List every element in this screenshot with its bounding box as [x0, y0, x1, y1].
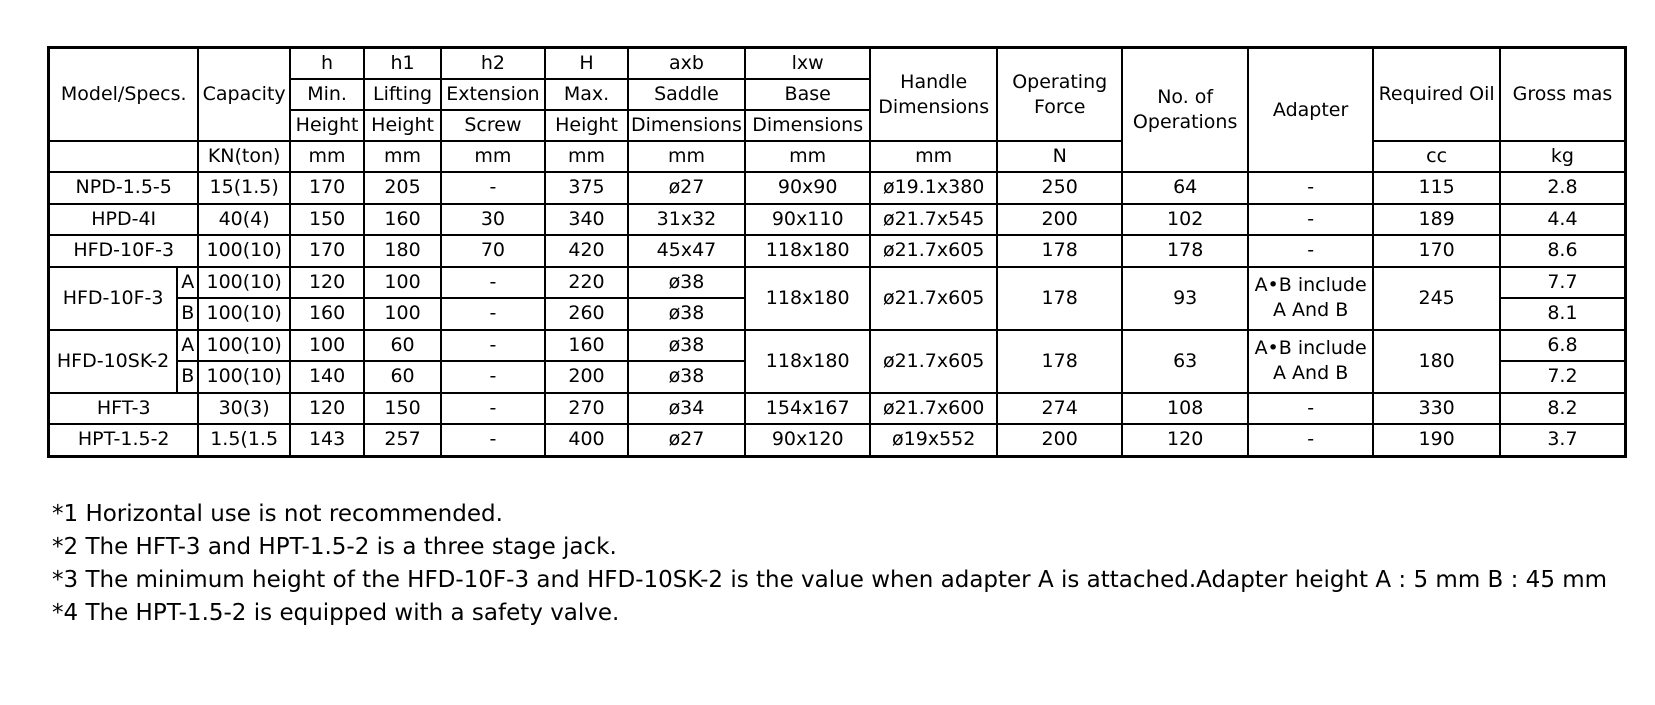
cell-axb: ø38	[628, 330, 745, 362]
cell-oil: 170	[1373, 235, 1500, 267]
table-row	[49, 235, 1626, 267]
cell-model: HFD-10F-3	[49, 235, 199, 267]
header-oil: Required Oil	[1373, 48, 1500, 142]
cell-h2: -	[441, 172, 545, 204]
header-handle	[870, 48, 997, 142]
cell-model: HFT-3	[49, 393, 199, 425]
cell-mass: 7.2	[1500, 361, 1626, 393]
cell-lxw: 118x180	[745, 330, 870, 393]
header-H-name1: Max.	[545, 79, 628, 110]
cell-h1: 257	[364, 424, 441, 456]
unit-handle: mm	[870, 141, 997, 172]
cell-force: 274	[997, 393, 1122, 425]
cell-adapter	[1248, 267, 1373, 330]
cell-model: NPD-1.5-5	[49, 172, 199, 204]
cell-axb: ø38	[628, 361, 745, 393]
cell-h: 143	[290, 424, 364, 456]
units-model-empty	[49, 141, 199, 172]
header-handle-line2: Dimensions	[878, 95, 990, 118]
cell-adapter: -	[1248, 393, 1373, 425]
cell-sub-label: B	[177, 361, 198, 393]
header-force-line2: Force	[1033, 95, 1086, 118]
cell-operations: 102	[1122, 204, 1247, 236]
cell-mass: 2.8	[1500, 172, 1626, 204]
cell-h: 140	[290, 361, 364, 393]
cell-mass: 6.8	[1500, 330, 1626, 362]
header-axb-symbol: axb	[628, 48, 745, 80]
cell-h1: 205	[364, 172, 441, 204]
cell-oil: 330	[1373, 393, 1500, 425]
cell-h2: -	[441, 393, 545, 425]
cell-axb: 45x47	[628, 235, 745, 267]
unit-force: N	[997, 141, 1122, 172]
cell-mass: 8.2	[1500, 393, 1626, 425]
header-h2-name2: Screw	[441, 110, 545, 141]
cell-adapter-line1: A•B include	[1254, 337, 1367, 359]
cell-h: 170	[290, 172, 364, 204]
cell-operations: 108	[1122, 393, 1247, 425]
header-h-name2: Height	[290, 110, 364, 141]
cell-axb: ø38	[628, 267, 745, 299]
cell-axb: 31x32	[628, 204, 745, 236]
unit-axb: mm	[628, 141, 745, 172]
cell-h: 120	[290, 393, 364, 425]
table-row	[49, 330, 1626, 362]
cell-h: 150	[290, 204, 364, 236]
cell-capacity: 100(10)	[198, 298, 289, 330]
header-capacity: Capacity	[198, 48, 289, 142]
unit-mass: kg	[1500, 141, 1626, 172]
header-lxw-name2: Dimensions	[745, 110, 870, 141]
cell-h1: 150	[364, 393, 441, 425]
cell-mass: 8.1	[1500, 298, 1626, 330]
header-lxw-symbol: lxw	[745, 48, 870, 80]
cell-oil: 245	[1373, 267, 1500, 330]
header-force	[997, 48, 1122, 142]
cell-oil: 190	[1373, 424, 1500, 456]
cell-capacity: 30(3)	[198, 393, 289, 425]
cell-H: 375	[545, 172, 628, 204]
header-h-name1: Min.	[290, 79, 364, 110]
cell-h: 120	[290, 267, 364, 299]
cell-operations: 178	[1122, 235, 1247, 267]
unit-lxw: mm	[745, 141, 870, 172]
cell-H: 420	[545, 235, 628, 267]
cell-mass: 7.7	[1500, 267, 1626, 299]
header-h-symbol: h	[290, 48, 364, 80]
cell-h2: -	[441, 267, 545, 299]
cell-handle: ø21.7x600	[870, 393, 997, 425]
cell-h2: -	[441, 424, 545, 456]
cell-h1: 60	[364, 330, 441, 362]
cell-capacity: 1.5(1.5	[198, 424, 289, 456]
cell-adapter-line2: A And B	[1273, 299, 1349, 321]
header-row-symbols	[49, 48, 1626, 80]
cell-lxw: 154x167	[745, 393, 870, 425]
cell-model: HPD-4I	[49, 204, 199, 236]
cell-adapter: -	[1248, 424, 1373, 456]
header-axb-name2: Dimensions	[628, 110, 745, 141]
header-operations	[1122, 48, 1247, 173]
unit-capacity: KN(ton)	[198, 141, 289, 172]
cell-h1: 100	[364, 298, 441, 330]
header-H-symbol: H	[545, 48, 628, 80]
cell-operations: 64	[1122, 172, 1247, 204]
unit-h: mm	[290, 141, 364, 172]
cell-lxw: 118x180	[745, 235, 870, 267]
header-h1-name2: Height	[364, 110, 441, 141]
header-operations-line2: Operations	[1132, 111, 1238, 133]
cell-adapter-line2: A And B	[1273, 362, 1349, 384]
cell-adapter: -	[1248, 204, 1373, 236]
table-row	[49, 172, 1626, 204]
cell-adapter: -	[1248, 172, 1373, 204]
cell-operations: 120	[1122, 424, 1247, 456]
cell-sub-label: B	[177, 298, 198, 330]
header-row-units	[49, 141, 1626, 172]
cell-lxw: 90x90	[745, 172, 870, 204]
cell-oil: 189	[1373, 204, 1500, 236]
cell-handle: ø19x552	[870, 424, 997, 456]
cell-axb: ø27	[628, 172, 745, 204]
cell-h: 170	[290, 235, 364, 267]
unit-H: mm	[545, 141, 628, 172]
cell-force: 178	[997, 267, 1122, 330]
cell-capacity: 100(10)	[198, 330, 289, 362]
table-row	[49, 393, 1626, 425]
cell-h2: 70	[441, 235, 545, 267]
cell-force: 200	[997, 204, 1122, 236]
cell-handle: ø21.7x545	[870, 204, 997, 236]
unit-h2: mm	[441, 141, 545, 172]
cell-h2: -	[441, 361, 545, 393]
cell-H: 340	[545, 204, 628, 236]
cell-lxw: 118x180	[745, 267, 870, 330]
header-H-name2: Height	[545, 110, 628, 141]
cell-h2: -	[441, 330, 545, 362]
table-row	[49, 204, 1626, 236]
cell-lxw: 90x110	[745, 204, 870, 236]
cell-handle: ø21.7x605	[870, 267, 997, 330]
cell-axb: ø38	[628, 298, 745, 330]
cell-mass: 4.4	[1500, 204, 1626, 236]
cell-capacity: 100(10)	[198, 267, 289, 299]
cell-h: 100	[290, 330, 364, 362]
cell-mass: 8.6	[1500, 235, 1626, 267]
cell-axb: ø34	[628, 393, 745, 425]
cell-force: 200	[997, 424, 1122, 456]
cell-lxw: 90x120	[745, 424, 870, 456]
cell-model: HPT-1.5-2	[49, 424, 199, 456]
cell-sub-label: A	[177, 267, 198, 299]
cell-force: 178	[997, 330, 1122, 393]
cell-handle: ø21.7x605	[870, 235, 997, 267]
cell-sub-label: A	[177, 330, 198, 362]
header-lxw-name1: Base	[745, 79, 870, 110]
cell-h1: 160	[364, 204, 441, 236]
cell-H: 270	[545, 393, 628, 425]
header-h2-name1: Extension	[441, 79, 545, 110]
header-axb-name1: Saddle	[628, 79, 745, 110]
cell-capacity: 15(1.5)	[198, 172, 289, 204]
cell-H: 400	[545, 424, 628, 456]
cell-model: HFD-10F-3	[49, 267, 178, 330]
cell-handle: ø19.1x380	[870, 172, 997, 204]
header-h1-name1: Lifting	[364, 79, 441, 110]
cell-adapter: -	[1248, 235, 1373, 267]
header-h2-symbol: h2	[441, 48, 545, 80]
cell-handle: ø21.7x605	[870, 330, 997, 393]
cell-adapter	[1248, 330, 1373, 393]
header-handle-line1: Handle	[900, 70, 968, 93]
cell-model: HFD-10SK-2	[49, 330, 178, 393]
cell-H: 200	[545, 361, 628, 393]
cell-axb: ø27	[628, 424, 745, 456]
cell-H: 220	[545, 267, 628, 299]
cell-h1: 60	[364, 361, 441, 393]
header-adapter: Adapter	[1248, 48, 1373, 173]
cell-h1: 100	[364, 267, 441, 299]
footnotes	[52, 498, 1607, 630]
cell-adapter-line1: A•B include	[1254, 274, 1367, 296]
table-row	[49, 424, 1626, 456]
table-row	[49, 267, 1626, 299]
header-mass: Gross mas	[1500, 48, 1626, 142]
cell-h: 160	[290, 298, 364, 330]
cell-h2: -	[441, 298, 545, 330]
cell-oil: 180	[1373, 330, 1500, 393]
header-model: Model/Specs.	[49, 48, 199, 142]
cell-force: 178	[997, 235, 1122, 267]
cell-capacity: 100(10)	[198, 361, 289, 393]
footnote-2: *2 The HFT-3 and HPT-1.5-2 is a three stage jack.	[52, 534, 617, 560]
unit-oil: cc	[1373, 141, 1500, 172]
cell-mass: 3.7	[1500, 424, 1626, 456]
header-force-line1: Operating	[1012, 70, 1108, 93]
unit-h1: mm	[364, 141, 441, 172]
footnote-1: *1 Horizontal use is not recommended.	[52, 501, 503, 527]
spec-table	[47, 46, 1627, 458]
footnote-4: *4 The HPT-1.5-2 is equipped with a safety valve.	[52, 600, 620, 626]
header-operations-line1: No. of	[1157, 86, 1214, 108]
cell-operations: 93	[1122, 267, 1247, 330]
footnote-3: *3 The minimum height of the HFD-10F-3 and HFD-10SK-2 is the value when adapter A is attached.Adapter height A : 5 mm B : 45 mm	[52, 567, 1608, 593]
cell-oil: 115	[1373, 172, 1500, 204]
cell-operations: 63	[1122, 330, 1247, 393]
header-h1-symbol: h1	[364, 48, 441, 80]
cell-capacity: 40(4)	[198, 204, 289, 236]
cell-force: 250	[997, 172, 1122, 204]
cell-h2: 30	[441, 204, 545, 236]
cell-H: 260	[545, 298, 628, 330]
cell-h1: 180	[364, 235, 441, 267]
cell-H: 160	[545, 330, 628, 362]
cell-capacity: 100(10)	[198, 235, 289, 267]
